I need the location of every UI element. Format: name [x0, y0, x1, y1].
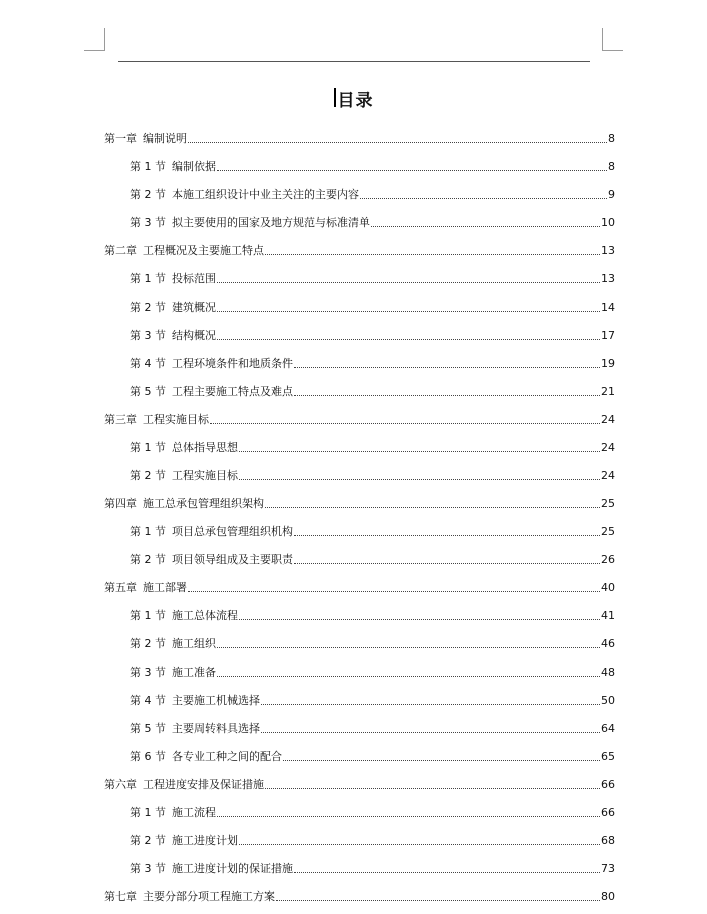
toc-entry-title: 工程主要施工特点及难点: [172, 384, 293, 398]
toc-entry-number: 第 1 节: [130, 609, 166, 623]
toc-dot-leader: [217, 816, 600, 817]
toc-entry-title: 编制说明: [143, 132, 187, 146]
toc-page-number: 25: [601, 497, 615, 511]
toc-page-number: 17: [601, 328, 615, 342]
toc-entry-title: 施工总承包管理组织架构: [143, 497, 264, 511]
toc-entry-title: 工程环境条件和地质条件: [172, 356, 293, 370]
toc-chapter-entry[interactable]: [104, 401, 615, 429]
corner-mark-top-left: [104, 28, 105, 50]
toc-entry-label: [130, 216, 370, 230]
toc-section-entry[interactable]: [104, 148, 615, 176]
toc-page-number: 46: [601, 637, 615, 651]
toc-dot-leader: [261, 704, 600, 705]
toc-section-entry[interactable]: [104, 710, 615, 738]
toc-entry-title: 工程实施目标: [172, 469, 238, 483]
toc-entry-label: [130, 160, 216, 174]
toc-entry-title: 主要施工机械选择: [172, 693, 260, 707]
toc-dot-leader: [283, 760, 600, 761]
toc-page-number: 25: [601, 525, 615, 539]
toc-entry-label: [104, 890, 275, 904]
toc-section-entry[interactable]: [104, 345, 615, 373]
toc-entry-label: [104, 581, 187, 595]
toc-entry-number: 第 3 节: [130, 665, 166, 679]
toc-entry-title: 项目领导组成及主要职责: [172, 553, 293, 567]
toc-dot-leader: [265, 254, 600, 255]
toc-page-number: 65: [601, 749, 615, 763]
toc-entry-title: 总体指导思想: [172, 440, 238, 454]
toc-chapter-entry[interactable]: [104, 569, 615, 597]
toc-dot-leader: [239, 479, 600, 480]
toc-page-number: 10: [601, 216, 615, 230]
toc-title[interactable]: [334, 86, 374, 111]
toc-entry-title: 施工组织: [172, 637, 216, 651]
toc-entry-label: [130, 441, 238, 455]
toc-dot-leader: [294, 563, 600, 564]
toc-page-number: 66: [601, 777, 615, 791]
toc-dot-leader: [188, 142, 607, 143]
toc-entry-label: [130, 750, 282, 764]
corner-mark-top-left: [84, 50, 105, 51]
toc-entry-number: 第五章: [104, 581, 137, 595]
toc-page-number: 41: [601, 609, 615, 623]
toc-dot-leader: [239, 844, 600, 845]
toc-entry-label: [130, 694, 260, 708]
toc-dot-leader: [294, 395, 600, 396]
toc-page-number: 24: [601, 412, 615, 426]
toc-entry-number: 第二章: [104, 244, 137, 258]
toc-section-entry[interactable]: [104, 850, 615, 878]
toc-entry-title: 本施工组织设计中业主关注的主要内容: [172, 188, 359, 202]
toc-entry-label: [130, 834, 238, 848]
toc-entry-number: 第 3 节: [130, 328, 166, 342]
toc-entry-number: 第 3 节: [130, 216, 166, 230]
text-cursor: [334, 88, 336, 107]
toc-page-number: 21: [601, 384, 615, 398]
toc-chapter-entry[interactable]: [104, 766, 615, 794]
toc-section-entry[interactable]: [104, 288, 615, 316]
toc-entry-label: [104, 497, 264, 511]
toc-dot-leader: [217, 647, 600, 648]
toc-page-number: 8: [608, 160, 615, 174]
toc-dot-leader: [210, 423, 600, 424]
toc-dot-leader: [371, 226, 600, 227]
toc-section-entry[interactable]: [104, 373, 615, 401]
toc-entry-title: 施工进度计划的保证措施: [172, 862, 293, 876]
toc-section-entry[interactable]: [104, 260, 615, 288]
toc-page-number: 68: [601, 834, 615, 848]
toc-entry-number: 第 2 节: [130, 469, 166, 483]
toc-page-number: 26: [601, 553, 615, 567]
toc-entry-title: 施工流程: [172, 805, 216, 819]
toc-entry-title: 结构概况: [172, 328, 216, 342]
toc-entry-label: [130, 525, 293, 539]
toc-entry-label: [130, 553, 293, 567]
toc-page-number: 40: [601, 581, 615, 595]
toc-entry-number: 第 2 节: [130, 553, 166, 567]
toc-title-text: 目录: [337, 91, 374, 111]
toc-dot-leader: [276, 900, 600, 901]
toc-entry-title: 施工进度计划: [172, 834, 238, 848]
toc-page-number: 8: [608, 132, 615, 146]
toc-entry-title: 主要分部分项工程施工方案: [143, 890, 275, 904]
toc-entry-label: [130, 188, 359, 202]
toc-entry-label: [104, 778, 264, 792]
toc-section-entry[interactable]: [104, 513, 615, 541]
toc-entry-title: 施工部署: [143, 581, 187, 595]
toc-entry-number: 第 1 节: [130, 272, 166, 286]
toc-page-number: 73: [601, 862, 615, 876]
toc-entry-title: 拟主要使用的国家及地方规范与标准清单: [172, 216, 370, 230]
toc-dot-leader: [261, 732, 600, 733]
toc-dot-leader: [217, 282, 600, 283]
toc-entry-label: [130, 722, 260, 736]
toc-entry-title: 工程进度安排及保证措施: [143, 777, 264, 791]
toc-entry-title: 主要周转料具选择: [172, 721, 260, 735]
toc-entry-label: [130, 862, 293, 876]
toc-entry-label: [104, 413, 209, 427]
toc-section-entry[interactable]: [104, 429, 615, 457]
toc-entry-number: 第 6 节: [130, 749, 166, 763]
toc-entry-title: 编制依据: [172, 160, 216, 174]
toc-entry-number: 第 2 节: [130, 834, 166, 848]
toc-entry-label: [104, 244, 264, 258]
toc-section-entry[interactable]: [104, 738, 615, 766]
toc-entry-number: 第 2 节: [130, 637, 166, 651]
toc-page-number: 80: [601, 890, 615, 904]
toc-entry-number: 第 4 节: [130, 356, 166, 370]
toc-entry-number: 第 1 节: [130, 525, 166, 539]
toc-dot-leader: [239, 451, 600, 452]
toc-entry-number: 第三章: [104, 412, 137, 426]
toc-chapter-entry[interactable]: [104, 485, 615, 513]
toc-entry-number: 第 1 节: [130, 160, 166, 174]
toc-entry-label: [130, 301, 216, 315]
toc-page-number: 9: [608, 188, 615, 202]
toc-entry-title: 各专业工种之间的配合: [172, 749, 282, 763]
toc-dot-leader: [360, 198, 607, 199]
toc-entry-number: 第 1 节: [130, 805, 166, 819]
toc-section-entry[interactable]: [104, 541, 615, 569]
toc-chapter-entry[interactable]: [104, 232, 615, 260]
toc-section-entry[interactable]: [104, 317, 615, 345]
toc-page-number: 13: [601, 272, 615, 286]
toc-entry-label: [130, 329, 216, 343]
toc-chapter-entry[interactable]: [104, 878, 615, 906]
toc-entry-number: 第 5 节: [130, 721, 166, 735]
toc-entry-label: [130, 469, 238, 483]
toc-dot-leader: [217, 170, 607, 171]
toc-page-number: 14: [601, 300, 615, 314]
toc-entry-number: 第 2 节: [130, 300, 166, 314]
toc-section-entry[interactable]: [104, 822, 615, 850]
toc-entry-title: 工程概况及主要施工特点: [143, 244, 264, 258]
toc-dot-leader: [294, 535, 600, 536]
toc-dot-leader: [265, 788, 600, 789]
toc-dot-leader: [294, 367, 600, 368]
toc-entry-label: [130, 385, 293, 399]
toc-entry-number: 第七章: [104, 890, 137, 904]
toc-entry-number: 第 5 节: [130, 384, 166, 398]
toc-entry-label: [130, 637, 216, 651]
toc-entry-number: 第 1 节: [130, 440, 166, 454]
toc-page-number: 48: [601, 665, 615, 679]
toc-entry-label: [130, 806, 216, 820]
toc-dot-leader: [188, 591, 600, 592]
toc-page-number: 24: [601, 469, 615, 483]
toc-entry-label: [104, 132, 187, 146]
toc-entry-title: 施工总体流程: [172, 609, 238, 623]
toc-dot-leader: [239, 619, 600, 620]
toc-dot-leader: [265, 507, 600, 508]
toc-entry-title: 施工准备: [172, 665, 216, 679]
header-rule: [118, 61, 590, 62]
toc-page-number: 66: [601, 805, 615, 819]
toc-section-entry[interactable]: [104, 794, 615, 822]
toc-page-number: 24: [601, 440, 615, 454]
toc-chapter-entry[interactable]: [104, 120, 615, 148]
table-of-contents: [104, 120, 615, 906]
toc-entry-title: 建筑概况: [172, 300, 216, 314]
toc-entry-title: 投标范围: [172, 272, 216, 286]
toc-entry-label: [130, 272, 216, 286]
toc-entry-number: 第六章: [104, 777, 137, 791]
toc-section-entry[interactable]: [104, 625, 615, 653]
toc-entry-label: [130, 609, 238, 623]
toc-page-number: 64: [601, 721, 615, 735]
title-area: [0, 86, 707, 111]
toc-entry-label: [130, 666, 216, 680]
toc-entry-title: 工程实施目标: [143, 412, 209, 426]
toc-page-number: 50: [601, 693, 615, 707]
toc-entry-number: 第一章: [104, 132, 137, 146]
toc-dot-leader: [217, 339, 600, 340]
toc-section-entry[interactable]: [104, 176, 615, 204]
toc-section-entry[interactable]: [104, 653, 615, 681]
toc-section-entry[interactable]: [104, 682, 615, 710]
toc-entry-number: 第 3 节: [130, 862, 166, 876]
toc-section-entry[interactable]: [104, 204, 615, 232]
toc-page-number: 19: [601, 356, 615, 370]
toc-entry-title: 项目总承包管理组织机构: [172, 525, 293, 539]
corner-mark-top-right: [602, 50, 623, 51]
toc-dot-leader: [217, 676, 600, 677]
toc-entry-number: 第 4 节: [130, 693, 166, 707]
toc-dot-leader: [294, 872, 600, 873]
toc-dot-leader: [217, 311, 600, 312]
toc-section-entry[interactable]: [104, 597, 615, 625]
toc-page-number: 13: [601, 244, 615, 258]
toc-section-entry[interactable]: [104, 457, 615, 485]
toc-entry-number: 第四章: [104, 497, 137, 511]
corner-mark-top-right: [602, 28, 603, 50]
toc-entry-label: [130, 357, 293, 371]
toc-entry-number: 第 2 节: [130, 188, 166, 202]
